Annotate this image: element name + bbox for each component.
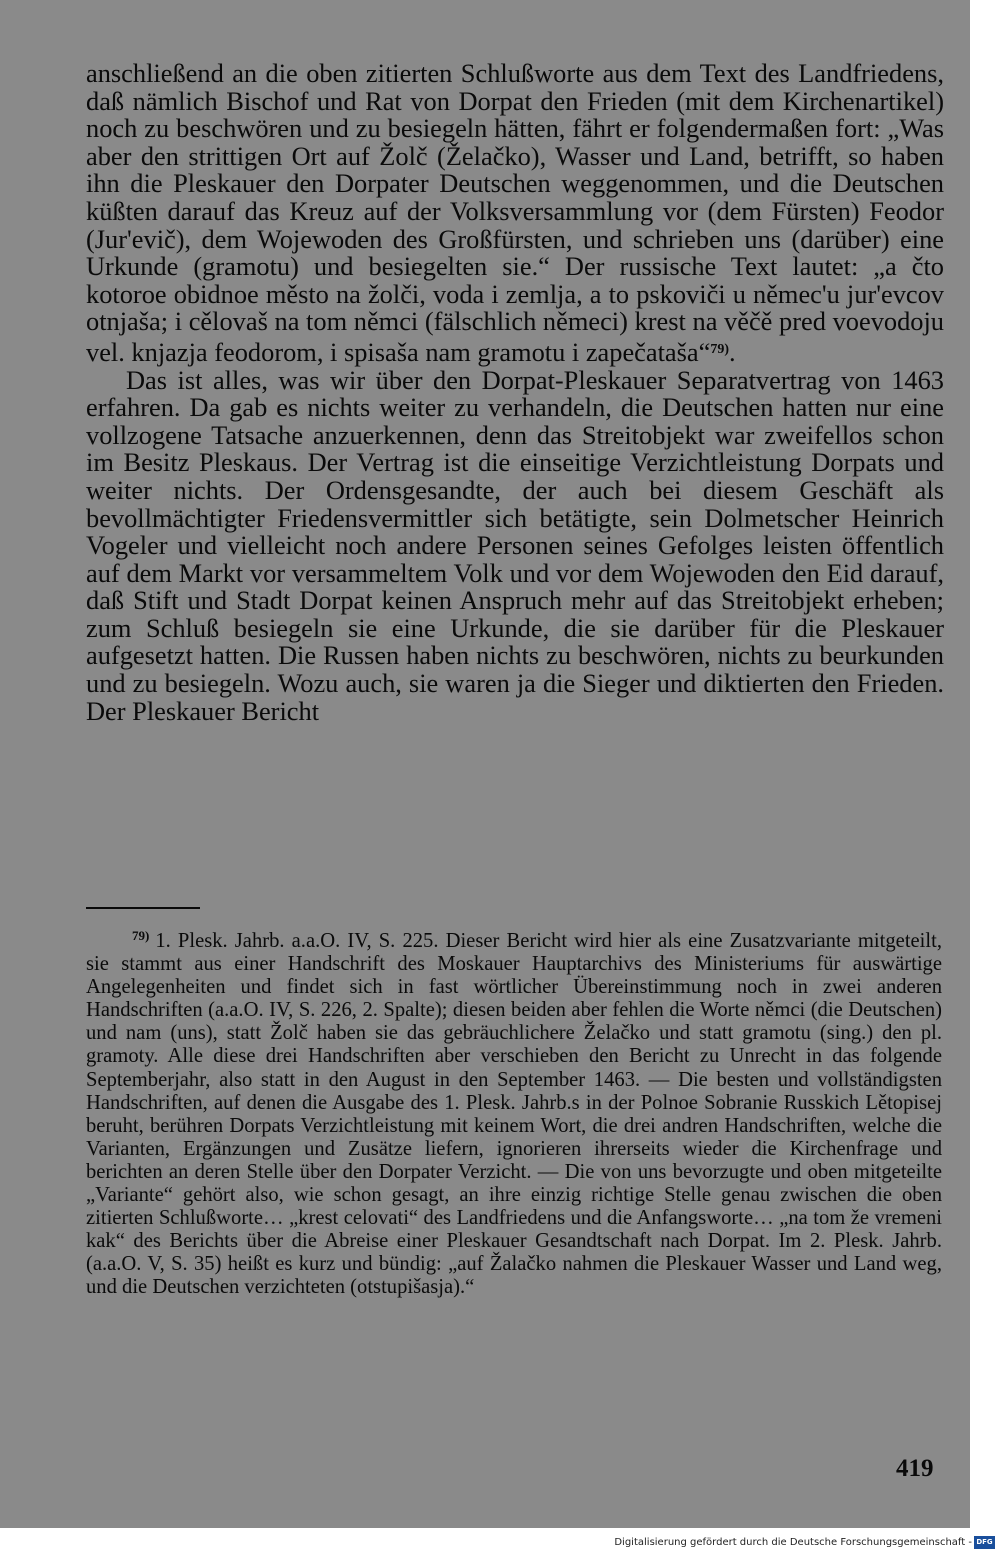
- footnote-divider: [86, 907, 200, 909]
- footnote-reference: 79): [710, 341, 730, 357]
- footnote-marker: 79): [132, 928, 150, 943]
- paragraph-2: Das ist alles, was wir über den Dorpat-Pleskauer Separatvertrag von 1463 erfahren. Da gab es nichts weiter zu verhandeln, die Deutschen hatten nur eine vollzogene Tatsache anzuerkennen, denn das Streitobjekt war zweifellos schon im Besitz Pleskaus. Der Vertrag ist die einseitige Verzichtleistung Dorpats und weiter nichts. Der Ordensgesandte, der auch bei diesem Geschäft als bevollmächtigter Friedensvermittler sich betätigte, sein Dolmetscher Heinrich Vogeler und vielleicht noch andere Personen seines Gefolges leisten öffentlich auf dem Markt vor versammeltem Volk und vor dem Wojewoden den Eid darauf, daß Stift und Stadt Dorpat keinen Anspruch mehr auf das Streitobjekt erheben; zum Schluß besiegeln sie eine Urkunde, die sie darüber für die Pleskauer aufgesetzt hatten. Die Russen haben nichts zu beschwören, nichts zu beurkunden und zu besiegeln. Wozu auch, sie waren ja die Sieger und diktierten den Frieden. Der Pleskauer Bericht: [86, 364, 944, 726]
- footnote-text: 1. Plesk. Jahrb. a.a.O. IV, S. 225. Dieser Bericht wird hier als eine Zusatzvariante mitgeteilt, sie stammt aus einer Handschrift des Moskauer Hauptarchivs des Ministeriums für auswärtige Angelegenheiten und findet sich in fast wörtlicher Übereinstimmung noch in zwei anderen Handschriften (a.a.O. IV, S. 226, 2. Spalte); diesen beiden aber fehlen die Worte němci (die Deutschen) und nam (uns), statt Žolč haben sie das gebräuchlichere Želačko und statt gramotu (sing.) den pl. gramoty. Alle diese drei Handschriften aber verschieben den Bericht zu Unrecht in das folgende Septemberjahr, also statt in den August in den September 1463. — Die besten und vollständigsten Handschriften, auf denen die Ausgabe des 1. Plesk. Jahrb.s in der Polnoe Sobranie Russkich Lětopisej beruht, berühren Dorpats Verzichtleistung mit keinem Wort, die drei andren Handschriften, welche die Varianten, Ergänzungen und Zusätze liefern, ignorieren ihrerseits wieder die Kirchenfrage und berichten an deren Stelle über den Dorpater Verzicht. — Die von uns bevorzugte und oben mitgeteilte „Variante“ gehört also, wie schon gesagt, an ihre einzig richtige Stelle genau zwischen die oben zitierten Schlußworte… „krest celovati“ des Landfriedens und die Anfangsworte… „na tom že vremeni kak“ des Berichts über die Abreise einer Pleskauer Gesandtschaft nach Dorpat. Im 2. Plesk. Jahrb. (a.a.O. V, S. 35) heißt es kurz und bündig: „auf Žalačko nahmen die Pleskauer Wasser und Land weg, und die Deutschen verzichteten (otstupišasja).“: [86, 930, 942, 1299]
- digitization-credit: Digitalisierung gefördert durch die Deutsche Forschungsgemeinschaft -: [614, 1537, 972, 1548]
- main-text: [86, 60, 944, 725]
- page-number: 419: [896, 1455, 934, 1482]
- dfg-logo-icon: DFG: [974, 1536, 995, 1549]
- paragraph-1: anschließend an die oben zitierten Schlußworte aus dem Text des Landfriedens, daß nämlich Bischof und Rat von Dorpat den Frieden (mit dem Kirchenartikel) noch zu beschwören und zu besiegeln hätten, fährt er folgendermaßen fort: „Was aber den strittigen Ort auf Žolč (Želačko), Wasser und Land, betrifft, so haben ihn die Pleskauer den Dorpater Deutschen weggenommen, und die Deutschen küßten darauf das Kreuz auf der Volksversammlung vor (dem Fürsten) Feodor (Jur'evič), dem Wojewoden des Großfürsten, und schrieben uns (darüber) eine Urkunde (gramotu) und besiegelten sie.“ Der russische Text lautet: „a čto kotoroe obidnoe město na žolči, voda i zemlja, a to pskoviči u němec'u jur'evcov otnjaša; i cělovaš na tom němci (fälschlich němeci) krest na věčě pred voevodoju vel. knjazja feodorom, i spisaša nam gramotu i zapečataša“$^{79)}$.: [86, 58, 944, 367]
- footnote: [86, 924, 942, 1300]
